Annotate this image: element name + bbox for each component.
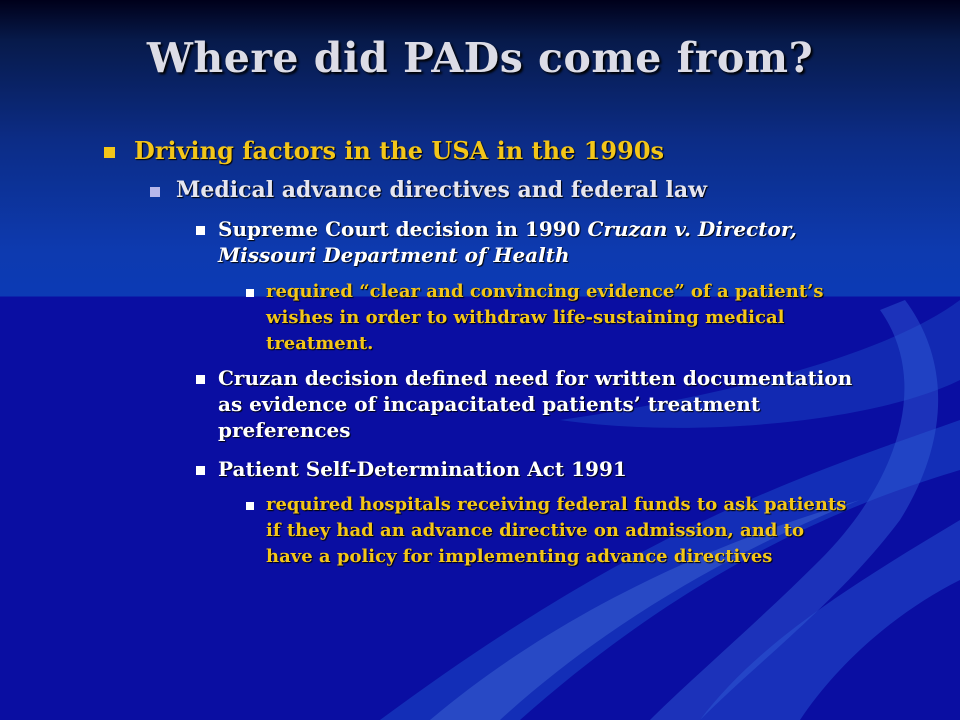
bullet-text-2: Medical advance directives and federal law	[176, 177, 708, 203]
bullet-text-7: required hospitals receiving federal funds to ask patients if they had an advance directive on admission, and to have a policy for implementing advance directives	[266, 494, 847, 567]
bullet-icon	[196, 226, 205, 235]
supreme-court-text: Supreme Court decision in 1990	[218, 217, 588, 241]
bullet-text-5: Cruzan decision defined need for written documentation as evidence of incapacitated patients’ treatment preferences	[218, 366, 853, 442]
bullet-icon	[196, 466, 205, 475]
bullet-text-1: Driving factors in the USA in the 1990s	[134, 136, 665, 165]
bullet-text-6: Patient Self-Determination Act 1991	[218, 457, 627, 481]
bullet-icon	[196, 375, 205, 384]
bullet-icon	[246, 289, 254, 297]
bullet-icon	[150, 187, 160, 197]
bullet-icon	[104, 147, 115, 158]
slide-title: Where did PADs come from?	[146, 34, 814, 82]
case-name-text: Cruzan v. Director, Missouri Department of Health	[218, 217, 797, 267]
bullet-text-4: required “clear and convincing evidence” of a patient’s wishes in order to withdraw life-sustaining medical treatment.	[266, 281, 824, 354]
bullet-icon	[246, 502, 254, 510]
bullet-text-3	[218, 216, 868, 268]
